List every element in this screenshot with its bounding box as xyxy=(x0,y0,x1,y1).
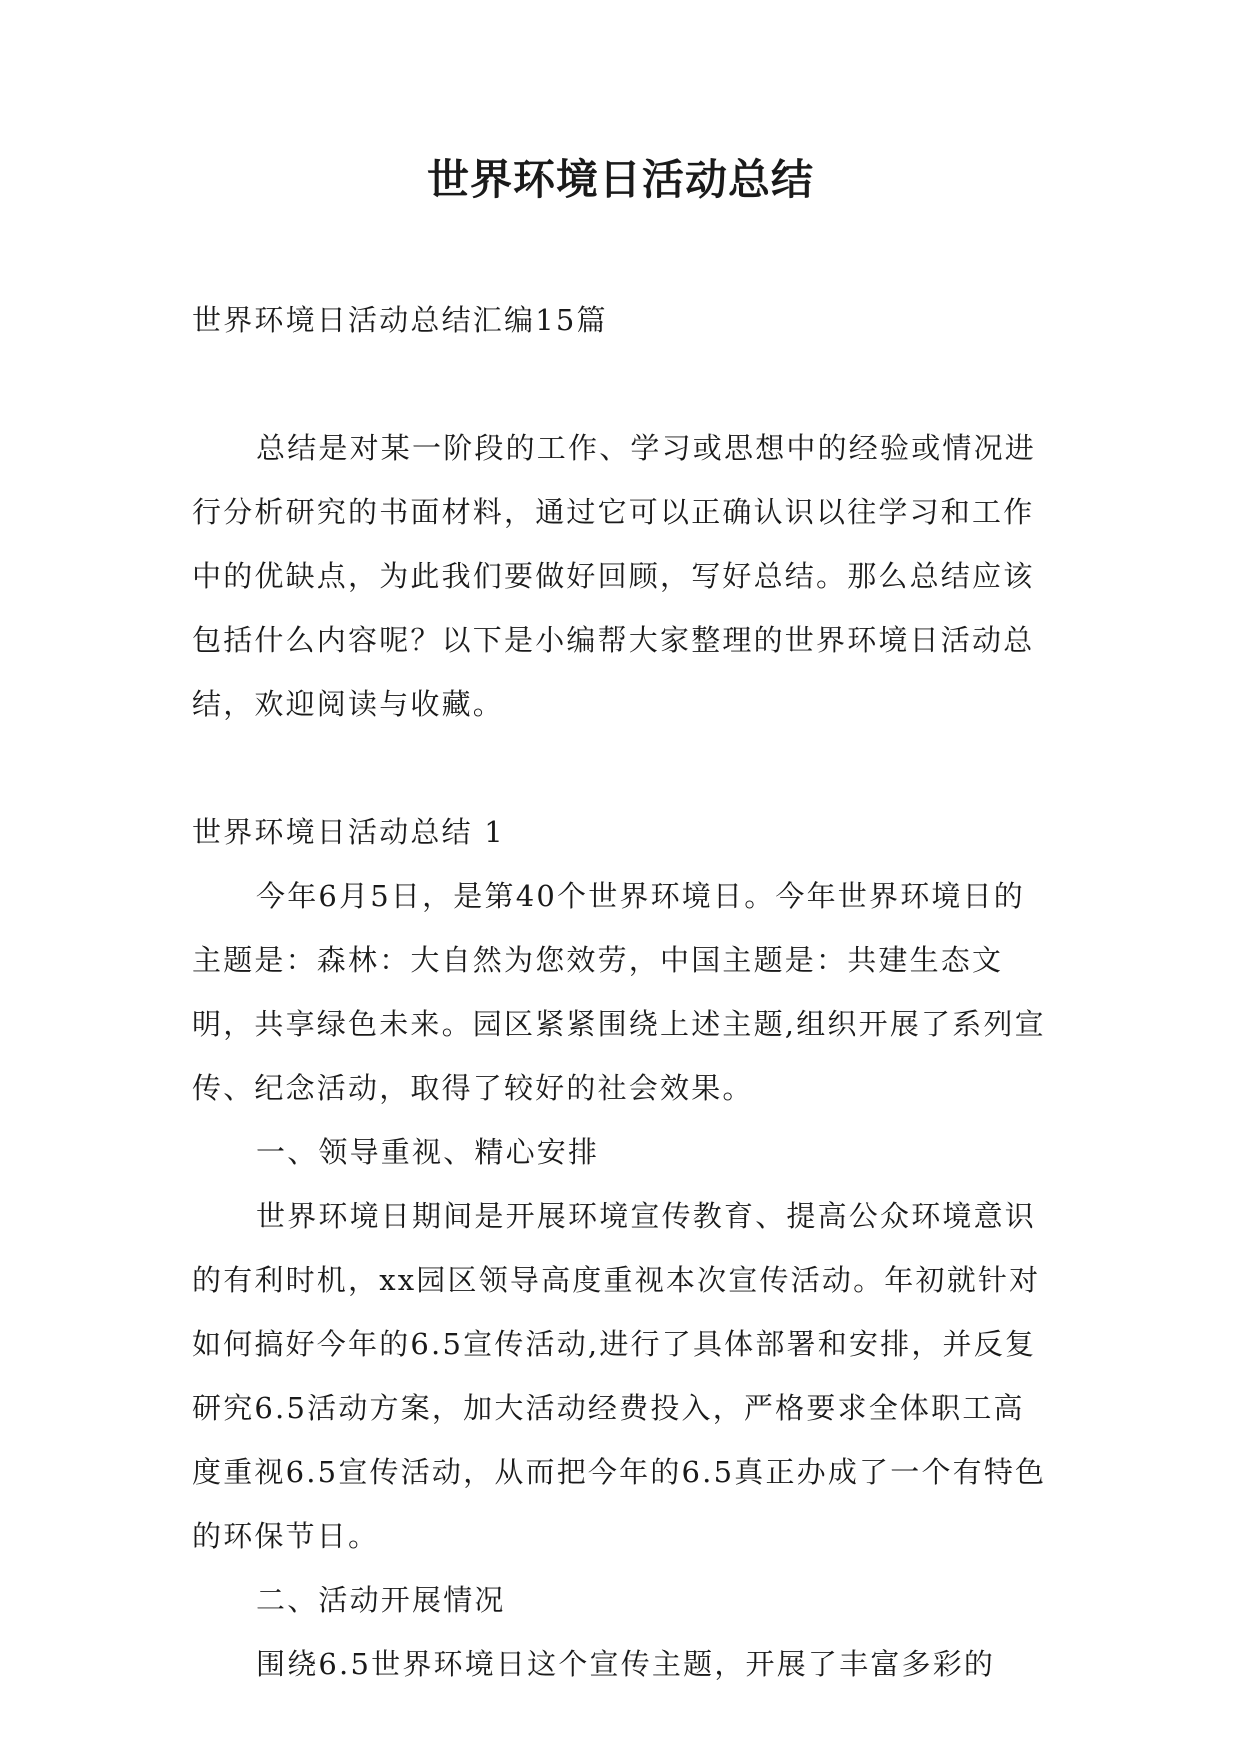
intro-paragraph: 总结是对某一阶段的工作、学习或思想中的经验或情况进行分析研究的书面材料，通过它可以正确认识以往学习和工作中的优缺点，为此我们要做好回顾，写好总结。那么总结应该包括什么内容呢？以下是小编帮大家整理的世界环境日活动总结，欢迎阅读与收藏。 xyxy=(192,431,1037,721)
subsection-heading-two: 二、活动开展情况 xyxy=(256,1583,506,1617)
page-title: 世界环境日活动总结 xyxy=(426,155,814,204)
document-body xyxy=(192,288,1054,1696)
subsection-paragraph-two: 围绕6.5世界环境日这个宣传主题，开展了丰富多彩的 xyxy=(256,1647,996,1681)
section-heading: 世界环境日活动总结 1 xyxy=(192,815,505,849)
subsection-paragraph-one: 世界环境日期间是开展环境宣传教育、提高公众环境意识的有利时机，xx园区领导高度重视本次宣传活动。年初就针对如何搞好今年的6.5宣传活动,进行了具体部署和安排，并反复研究6.5活动方案，加大活动经费投入，严格要求全体职工高度重视6.5宣传活动，从而把今年的6.5真正办成了一个有特色的环保节日。 xyxy=(192,1199,1047,1553)
section-paragraph: 今年6月5日，是第40个世界环境日。今年世界环境日的主题是：森林：大自然为您效劳，中国主题是：共建生态文明，共享绿色未来。园区紧紧围绕上述主题,组织开展了系列宣传、纪念活动，取得了较好的社会效果。 xyxy=(192,879,1046,1105)
document-subtitle: 世界环境日活动总结汇编15篇 xyxy=(192,303,608,337)
subsection-heading-one: 一、领导重视、精心安排 xyxy=(256,1135,600,1169)
